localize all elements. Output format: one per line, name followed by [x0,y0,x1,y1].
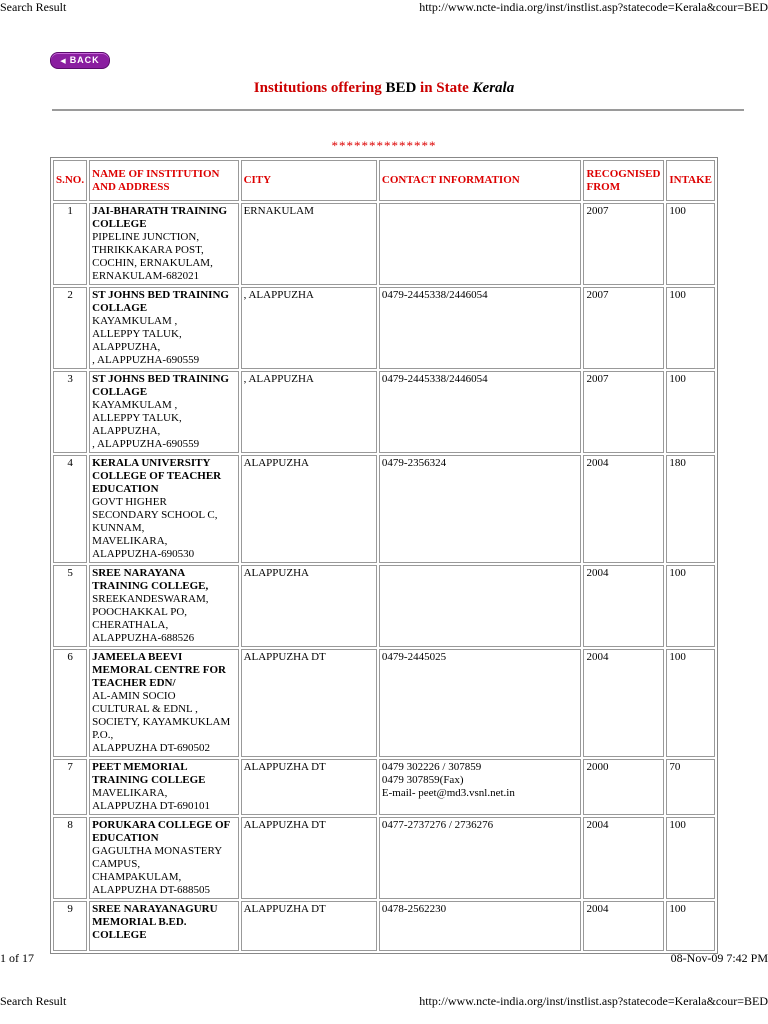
address-line: ALAPPUZHA DT-690101 [92,800,210,812]
address-line: THRIKKAKARA POST, [92,244,204,256]
cell-recognised [583,817,664,899]
address-line: ERNAKULAM-682021 [92,270,200,282]
contact-line: 0477-2737276 / 2736276 [381,819,494,831]
cell-city [241,203,377,285]
contact-line: 0479 307859(Fax) [381,774,464,786]
address-line: SOCIETY, KAYAMKUKLAM [92,716,231,728]
address-line: ALLEPPY TALUK, [92,328,182,340]
cell-intake [666,901,715,951]
city-value: ALAPPUZHA DT [243,761,326,773]
cell-contact [379,901,582,951]
institutions-table [50,157,718,954]
cell-intake [666,203,715,285]
page-title-prefix: Institutions offering [253,80,386,96]
address-line: ALAPPUZHA DT-688505 [92,884,210,896]
city-value: ALAPPUZHA DT [243,651,326,663]
table-row [53,287,715,369]
intake-value: 100 [669,903,686,915]
cell-city [241,287,377,369]
address-line: ALLEPPY TALUK, [92,412,182,424]
address-line: KUNNAM, [92,522,145,534]
cell-sno [53,203,87,285]
cell-recognised [583,759,664,815]
contact-line: 0479-2445025 [381,651,447,663]
back-button[interactable] [50,52,110,69]
cell-name [89,371,238,453]
cell-name [89,649,238,757]
address-line: CAMPUS, [92,858,141,870]
table-row [53,649,715,757]
city-value: ALAPPUZHA DT [243,819,326,831]
print-header-title: Search Result [0,0,67,14]
table-row [53,817,715,899]
cell-recognised [583,287,664,369]
address-line: AL-AMIN SOCIO [92,690,176,702]
contact-line: 0479-2445338/2446054 [381,373,488,385]
intake-value: 100 [669,651,686,663]
cell-intake [666,371,715,453]
address-line: , ALAPPUZHA-690559 [92,438,200,450]
cell-intake [666,287,715,369]
cell-name [89,817,238,899]
header-intake: INTAKE [666,160,715,201]
intake-value: 100 [669,567,686,579]
table-row [53,371,715,453]
page-title-middle: in State [416,80,473,96]
institution-name: SREE NARAYANA TRAINING COLLEGE, [92,567,209,592]
cell-name [89,565,238,647]
intake-value: 100 [669,819,686,831]
table-header-row [53,160,715,201]
title-divider [52,109,744,111]
city-value: , ALAPPUZHA [243,289,314,301]
address-line: CULTURAL & EDNL , [92,703,198,715]
header-city: CITY [241,160,377,201]
cell-recognised [583,455,664,563]
institution-name: KERALA UNIVERSITY COLLEGE OF TEACHER EDUCATION [92,457,222,495]
back-arrow-icon: ◀ [60,58,67,65]
cell-contact [379,203,582,285]
cell-sno [53,901,87,951]
intake-value: 70 [669,761,681,773]
cell-city [241,649,377,757]
institution-name: PEET MEMORIAL TRAINING COLLEGE [92,761,206,786]
cell-intake [666,649,715,757]
intake-value: 100 [669,205,686,217]
contact-line: 0479-2356324 [381,457,447,469]
cell-contact [379,759,582,815]
recognised-value: 2007 [586,289,609,301]
address-line: ALAPPUZHA-688526 [92,632,195,644]
city-value: , ALAPPUZHA [243,373,314,385]
cell-recognised [583,203,664,285]
recognised-value: 2004 [586,819,609,831]
header-contact: CONTACT INFORMATION [379,160,582,201]
cell-name [89,203,238,285]
sno-value: 6 [67,651,73,663]
institution-name: PORUKARA COLLEGE OF EDUCATION [92,819,230,844]
cell-name [89,901,238,951]
address-line: MAVELIKARA, [92,535,168,547]
cell-contact [379,287,582,369]
table-row [53,759,715,815]
cell-recognised [583,901,664,951]
cell-intake [666,817,715,899]
cell-recognised [583,371,664,453]
cell-contact [379,649,582,757]
print-header-url: http://www.ncte-india.org/inst/instlist.asp?statecode=Kerala&cour=BED [419,0,768,14]
cell-sno [53,455,87,563]
address-line: POOCHAKKAL PO, [92,606,188,618]
cell-sno [53,817,87,899]
sno-value: 7 [67,761,73,773]
sno-value: 8 [67,819,73,831]
address-line: COCHIN, ERNAKULAM, [92,257,213,269]
sno-value: 2 [67,289,73,301]
cell-city [241,455,377,563]
recognised-value: 2004 [586,457,609,469]
address-line: ALAPPUZHA, [92,341,161,353]
cell-contact [379,455,582,563]
institution-name: JAI-BHARATH TRAINING COLLEGE [92,205,228,230]
cell-contact [379,565,582,647]
print-datetime: 08-Nov-09 7:42 PM [670,951,768,965]
page-count: 1 of 17 [0,951,34,965]
institution-name: ST JOHNS BED TRAINING COLLAGE [92,373,229,398]
table-row [53,565,715,647]
city-value: ALAPPUZHA [243,567,309,579]
cell-contact [379,371,582,453]
recognised-value: 2004 [586,567,609,579]
address-line: CHAMPAKULAM, [92,871,182,883]
address-line: GAGULTHA MONASTERY [92,845,223,857]
address-line: ALAPPUZHA DT-690502 [92,742,210,754]
sno-value: 9 [67,903,73,915]
address-line: MAVELIKARA, [92,787,168,799]
table-row [53,203,715,285]
back-button-label: BACK [69,55,100,65]
cell-intake [666,759,715,815]
city-value: ALAPPUZHA DT [243,903,326,915]
cell-sno [53,649,87,757]
cell-intake [666,455,715,563]
contact-line: 0478-2562230 [381,903,447,915]
cell-city [241,371,377,453]
recognised-value: 2007 [586,205,609,217]
address-line: GOVT HIGHER [92,496,167,508]
cell-sno [53,759,87,815]
page-title-course: BED [385,80,417,96]
address-line: PIPELINE JUNCTION, [92,231,200,243]
recognised-value: 2007 [586,373,609,385]
cell-recognised [583,649,664,757]
address-line: SREEKANDESWARAM, [92,593,209,605]
cell-name [89,759,238,815]
address-line: KAYAMKULAM , [92,399,178,411]
institution-name: SREE NARAYANAGURU MEMORIAL B.ED. COLLEGE [92,903,218,941]
sno-value: 5 [67,567,73,579]
institution-name: ST JOHNS BED TRAINING COLLAGE [92,289,229,314]
page-title-state: Kerala [472,80,515,96]
next-print-header-title: Search Result [0,994,67,1008]
cell-city [241,759,377,815]
cell-city [241,565,377,647]
table-row [53,901,715,951]
cell-contact [379,817,582,899]
cell-city [241,901,377,951]
header-recognised: RECOGNISED FROM [583,160,664,201]
sno-value: 1 [67,205,73,217]
stars-separator: ************** [331,138,437,153]
next-print-header-url: http://www.ncte-india.org/inst/instlist.asp?statecode=Kerala&cour=BED [419,994,768,1008]
cell-city [241,817,377,899]
cell-intake [666,565,715,647]
address-line: ALAPPUZHA-690530 [92,548,195,560]
table-row [53,455,715,563]
address-line: , ALAPPUZHA-690559 [92,354,200,366]
address-line: KAYAMKULAM , [92,315,178,327]
header-sno: S.NO. [53,160,87,201]
intake-value: 100 [669,373,686,385]
recognised-value: 2004 [586,903,609,915]
sno-value: 4 [67,457,73,469]
cell-sno [53,371,87,453]
cell-sno [53,287,87,369]
contact-line: E-mail- peet@md3.vsnl.net.in [381,787,515,799]
address-line: P.O., [92,729,114,741]
cell-name [89,287,238,369]
address-line: ALAPPUZHA, [92,425,161,437]
city-value: ALAPPUZHA [243,457,309,469]
cell-name [89,455,238,563]
header-name: NAME OF INSTITUTION AND ADDRESS [89,160,238,201]
cell-sno [53,565,87,647]
page-title [0,80,768,97]
address-line: SECONDARY SCHOOL C, [92,509,218,521]
address-line: CHERATHALA, [92,619,169,631]
recognised-value: 2004 [586,651,609,663]
intake-value: 180 [669,457,686,469]
city-value: ERNAKULAM [243,205,314,217]
contact-line: 0479 302226 / 307859 [381,761,482,773]
cell-recognised [583,565,664,647]
intake-value: 100 [669,289,686,301]
contact-line: 0479-2445338/2446054 [381,289,488,301]
recognised-value: 2000 [586,761,609,773]
sno-value: 3 [67,373,73,385]
institution-name: JAMEELA BEEVI MEMORAL CENTRE FOR TEACHER EDN/ [92,651,226,689]
